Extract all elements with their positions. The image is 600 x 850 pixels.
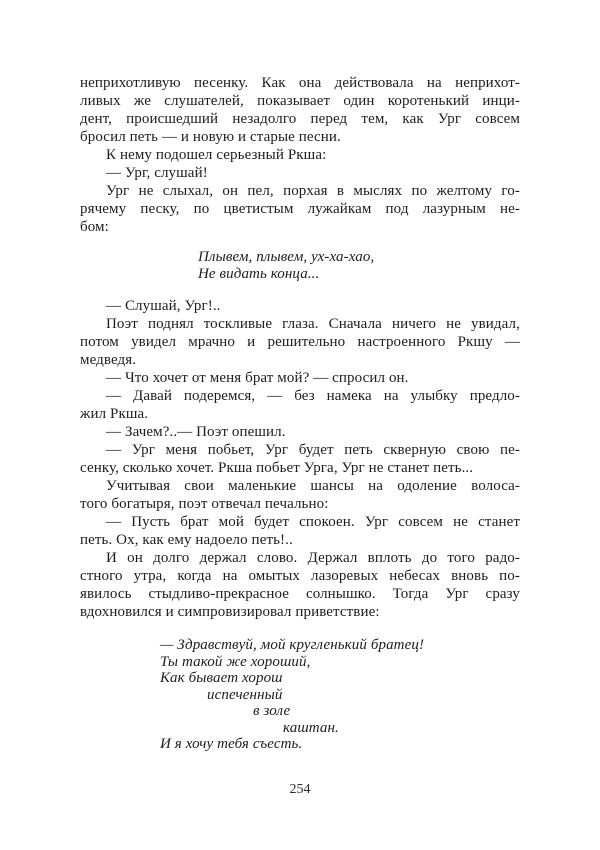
paragraph	[80, 549, 520, 621]
paragraph	[80, 387, 520, 423]
text-line: неприхотливую песенку. Как она действовала на неприхот-	[80, 75, 520, 91]
paragraph	[80, 513, 520, 549]
text-line: вдохновился и симпровизировал приветствие:	[80, 604, 380, 620]
text-line: дент, происшедший незадолго перед тем, как Ург совсем	[80, 111, 520, 127]
page-number: 254	[289, 782, 311, 797]
paragraph	[80, 297, 520, 315]
paragraph	[80, 164, 520, 182]
verse-line: И я хочу тебя съесть.	[160, 736, 303, 752]
text-line: Ург не слыхал, он пел, порхая в мыслях по желтому го-	[106, 183, 520, 199]
text-column	[80, 74, 520, 753]
paragraph	[80, 74, 520, 146]
paragraph	[80, 477, 520, 513]
paragraph	[80, 315, 520, 369]
dialogue-line: — Давай подеремся, — без намека на улыбку предло-	[106, 388, 520, 404]
dialogue-line: — Ург меня побьет, Ург будет петь скверную свою пе-	[106, 442, 520, 458]
verse-block	[80, 637, 520, 753]
text-line: медведя.	[80, 352, 137, 368]
dialogue-line: — Что хочет от меня брат мой? — спросил он.	[106, 370, 409, 386]
text-line: бросил петь — и новую и старые песни.	[80, 129, 341, 145]
verse-line: Как бывает хорош	[160, 670, 283, 686]
verse-block	[80, 249, 520, 282]
verse-line: в золе	[253, 703, 291, 719]
text-line: сенку, сколько хочет. Ркша побьет Урга, Ург не станет петь...	[80, 460, 474, 476]
text-line: явилось стыдливо-прекрасное солнышко. Тогда Ург сразу	[80, 586, 520, 602]
dialogue-line: — Ург, слушай!	[106, 165, 208, 181]
verse-line: Ты такой же хороший,	[160, 653, 311, 670]
text-line: Поэт поднял тоскливые глаза. Сначала ничего не увидал,	[106, 316, 520, 332]
dialogue-line: — Зачем?..— Поэт опешил.	[106, 424, 286, 440]
dialogue-line: — Слушай, Ург!..	[106, 298, 221, 314]
text-line: жил Ркша.	[80, 406, 149, 422]
verse-line: Не видать конца...	[198, 265, 320, 282]
text-line: потом увидел мрачно и решительно настроенного Ркшу —	[80, 334, 520, 350]
text-line: того богатыря, поэт отвечал печально:	[80, 496, 329, 512]
text-line: рячему песку, по цветистым лужайкам под лазурным не-	[80, 201, 520, 217]
paragraph	[80, 441, 520, 477]
text-line: Учитывая свои маленькие шансы на одоление волоса-	[106, 478, 520, 494]
text-line: ливых же слушателей, показывает один коротенький инци-	[80, 93, 520, 109]
text-line: И он долго держал слово. Держал вплоть до того радо-	[106, 550, 520, 566]
text-line: петь. Ох, как ему надоело петь!..	[80, 532, 293, 548]
text-line: стного утра, когда на омытых лазоревых небесах вновь по-	[80, 568, 520, 584]
text-line: К нему подошел серьезный Ркша:	[106, 147, 327, 163]
verse-line: испеченный	[207, 686, 283, 703]
paragraph	[80, 369, 520, 387]
paragraph	[80, 182, 520, 236]
dialogue-line: — Пусть брат мой будет спокоен. Ург совсем не станет	[106, 514, 520, 530]
verse-line: — Здравствуй, мой кругленький братец!	[160, 637, 425, 653]
verse-line: Плывем, плывем, ух-ха-хао,	[198, 249, 375, 265]
paragraph	[80, 423, 520, 441]
text-line: бом:	[80, 219, 109, 235]
verse-line: каштан.	[283, 719, 339, 736]
paragraph	[80, 146, 520, 164]
